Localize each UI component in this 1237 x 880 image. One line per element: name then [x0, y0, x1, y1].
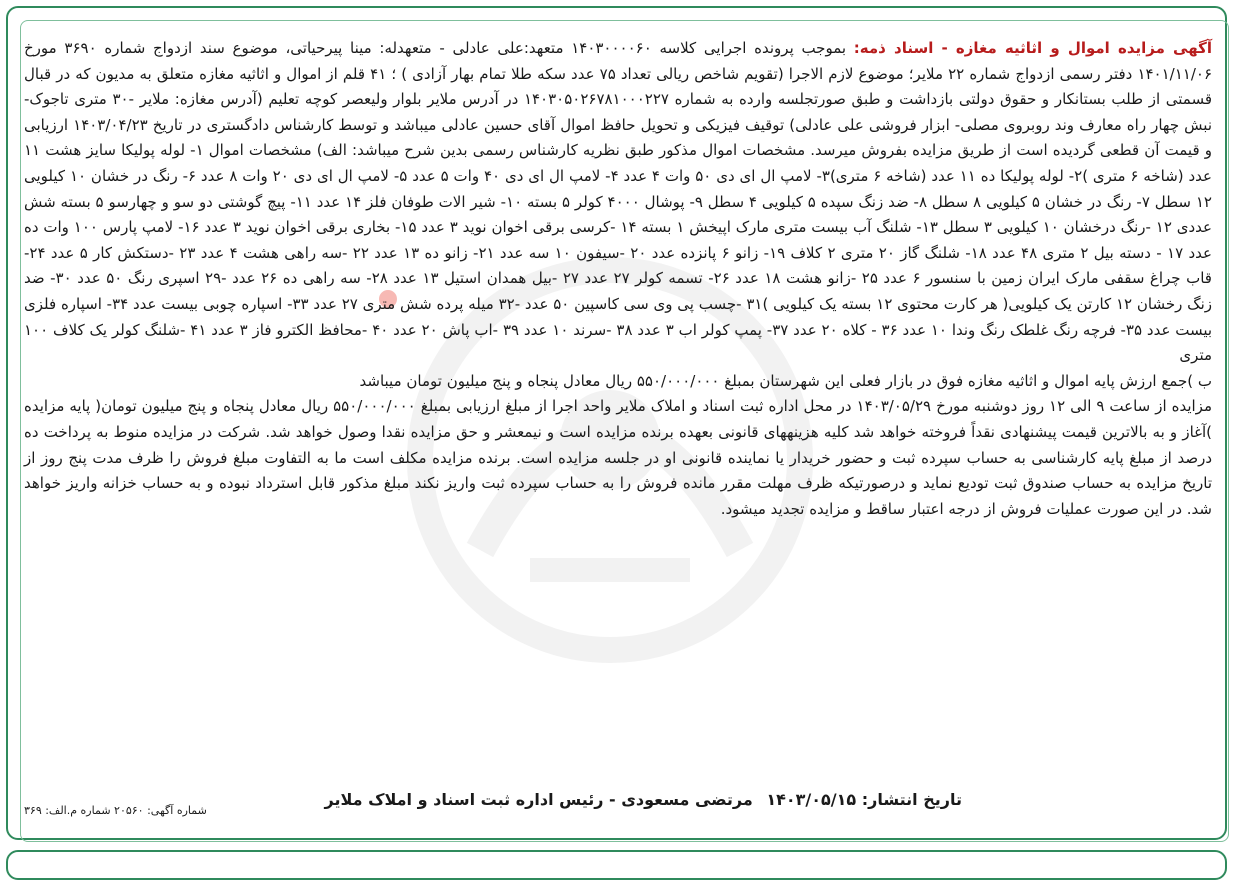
next-notice-frame — [6, 850, 1227, 880]
notice-reference-numbers: شماره آگهی: ۲۰۵۶۰ شماره م.الف: ۳۶۹ — [24, 804, 207, 817]
notice-paragraph-main — [24, 36, 1212, 369]
notice-intro-text: بموجب پرونده اجرایی کلاسه ۱۴۰۳۰۰۰۰۶۰ متعهد:علی عادلی - متعهدله: مینا پیرحیاتی، موضوع سند ازدواج شماره ۳۶۹۰ مورخ ۱۴۰۱/۱۱/۰۶ دفتر رسمی ازدواج شماره ۲۲ ملایر؛ موضوع لازم الاجرا (تقویم شاخص ریالی تعداد ۷۵ عدد سکه طلا تمام بهار آزادی ) ؛ ۴۱ قلم از اموال و اثاثیه مغازه متعلق به مدیون که در قبال قسمتی از طلب بستانکار و حقوق دولتی بازداشت و طبق صورتجلسه وارده به شماره ۱۴۰۳۰۵۰۲۶۷۸۱۰۰۰۲۲۷ در آدرس ملایر بلوار ولیعصر کوچه تعلیم (آدرس مغازه: ملایر -۳۰ متری تاجوک- نبش چهار راه معارف وند روبروی مصلی- ابزار فروشی علی عادلی) توقیف فیزیکی و تحویل حافظ اموال آقای حسین عادلی میباشد و توسط کارشناس دادگستری در تاریخ ۱۴۰۳/۰۴/۲۳ ارزیابی و قیمت آن قطعی گردیده است از طریق مزایده بفروش میرسد. مشخصات اموال مذکور طبق نظریه کارشناس رسمی بدین شرح میباشد: الف) مشخصات اموال ۱- لوله پولیکا سایز هشت ۱۱ عدد (شاخه ۶ متری )۲- لوله پولیکا ده ۱۱ عدد (شاخه ۶ متری)۳- لامپ ال ای دی ۵۰ وات ۴ عدد ۴- لامپ ال ای دی ۴۰ وات ۵ عدد ۵- لامپ ال ای دی ۲۰ وات ۸ عدد ۶- رنگ در خشان ۱۰ کیلویی ۱۲ سطل ۷- رنگ در خشان ۵ کیلویی ۸ سطل ۸- ضد زنگ سپده ۵ کیلویی ۴ سطل ۹- پوشال ۴۰۰۰ کولر ۵ بسته ۱۰- شیر الات طوفان فلز ۱۴ عدد ۱۱- پیچ گوشتی دو سو و چهارسو ۵ بسته شش عددی ۱۲ -رنگ درخشان ۱۰ کیلویی ۳ سطل ۱۳- شلنگ آب بیست متری مارک اپیخش ۱ بسته ۱۴ -کرسی برقی اخوان نوید ۳ عدد ۱۵- بخاری برقی اخوان نوید ۳ عدد ۱۶- لامپ پارس ۱۰۰ وات ده عدد ۱۷ - دسته بیل ۲ متری ۴۸ عدد ۱۸- شلنگ گاز ۲۰ متری ۲ کلاف ۱۹- زانو ۶ پانزده عدد ۲۰ -سیفون ۱۰ سه عدد ۲۱- زانو ده ۱۳ عدد ۲۲ -سه راهی هشت ۴ عدد ۲۳ -دستکش کار ۵ عدد ۲۴- قاب چراغ سقفی مارک ایران زمین با سنسور ۶ عدد ۲۵ -زانو هشت ۱۸ عدد ۲۶- تسمه کولر ۲۷ عدد ۲۷ -بیل همدان استیل ۱۳ عدد ۲۸- سه راهی ده ۲۶ عدد -۲۹ اسپری رنگ ۵۰ عدد ۳۰- ضد زنگ رخشان ۱۲ کارتن یک کیلویی( هر کارت محتوی ۱۲ بسته یک کیلویی )۳۱ -چسب پی وی سی کاسپین ۵۰ عدد -۳۲ میله پرده شش متری ۲۷ عدد ۳۳- اسپاره چوبی بیست عدد ۳۴- اسپاره فلزی بیست عدد ۳۵- فرچه رنگ غلطک رنگ وندا ۱۰ عدد ۳۶ - کلاه ۲۰ عدد ۳۷- پمپ کولر اب ۳ عدد ۳۸ -سرند ۱۰ عدد ۳۹ -اب پاش ۲۰ عدد ۴۰ -محافظ الکترو فاز ۳ عدد ۴۱ -شلنگ کولر یک کلاف ۱۰۰ متری — [24, 39, 1213, 365]
notice-paragraph-c: مزایده از ساعت ۹ الی ۱۲ روز دوشنبه مورخ ۱۴۰۳/۰۵/۲۹ در محل اداره ثبت اسناد و املاک ملایر واحد اجرا از مبلغ ارزیابی بمبلغ ۵۵۰/۰۰۰/۰۰۰ ریال معادل پنجاه و پنج میلیون تومان( پایه مزایده )آغاز و به بالاترین قیمت پیشنهادی نقداً فروخته خواهد شد کلیه هزینههای قانونی بعهده برنده مزایده است و نیمعشر و حق مزایده نقدا وصول خواهد شد. شرکت در مزایده منوط به پرداخت ده درصد از مبلغ پایه کارشناسی به حساب سپرده ثبت و حضور خریدار یا نماینده قانونی او در جلسه مزایده است. برنده مزایده مکلف است ما به التفاوت مبلغ فروش را ظرف مدت پنج روز از تاریخ مزایده به حساب صندوق ثبت تودیع نماید و درصورتیکه ظرف مهلت مقرر مانده فروش را به حساب سپرده ثبت واریز نکند مبلغ مذکور قابل استرداد نبوده و به حساب خزانه واریز خواهد شد. در این صورت عملیات فروش از درجه اعتبار ساقط و مزایده تجدید میشود. — [24, 397, 1212, 518]
publish-date: تاریخ انتشار: ۱۴۰۳/۰۵/۱۵ — [766, 790, 962, 809]
signatory: مرتضی مسعودی - رئیس اداره ثبت اسناد و املاک ملایر — [324, 790, 753, 809]
notice-body — [24, 36, 1212, 522]
notice-paragraph-b: ب )جمع ارزش پایه اموال و اثاثیه مغازه فوق در بازار فعلی این شهرستان بمبلغ ۵۵۰/۰۰۰/۰۰۰ ریال معادل پنجاه و پنج میلیون تومان میباشد — [359, 371, 1212, 390]
notice-footer — [24, 790, 1212, 816]
notice-headline: آگهی مزایده اموال و اثاثیه مغازه - اسناد ذمه: — [853, 39, 1212, 57]
footer-signature-line — [325, 790, 962, 809]
